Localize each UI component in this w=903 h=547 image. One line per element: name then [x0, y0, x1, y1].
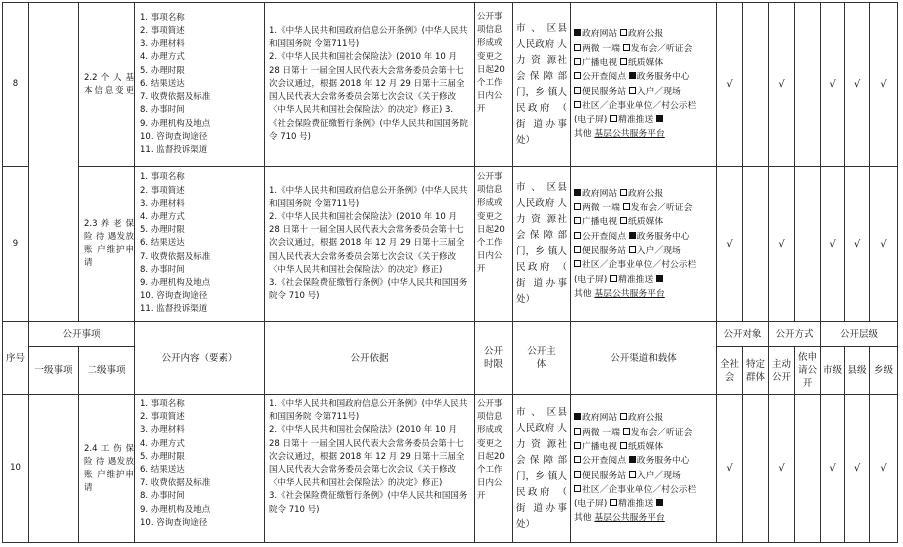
channel-label: 广播电视: [582, 57, 618, 68]
mark-all-society: √: [717, 167, 743, 322]
header-level-town: 乡级: [870, 347, 898, 395]
unchecked-box-icon: [574, 485, 581, 492]
header-object: 公开对象: [717, 322, 769, 347]
channel-option: [620, 58, 663, 68]
channels-cell: [571, 3, 717, 167]
channel-label: 精准推送: [618, 115, 654, 126]
channel-option: [574, 428, 620, 438]
content-item: 1. 事项名称: [140, 12, 185, 23]
unchecked-box-icon: [629, 471, 636, 478]
channel-option: [574, 129, 594, 139]
channel-label: 政府公报: [628, 29, 664, 40]
level2-cell: 2.3 养 老 保险 待 遇发放账 户维护申请: [79, 167, 135, 322]
subject-cell: 市 、 区县人民政府 人力 资 源社会 保 障 部门，乡 镇人民政府 （ 街 道办事处）: [513, 167, 571, 322]
channel-option: [574, 442, 617, 452]
checked-box-icon: [629, 232, 636, 239]
mark-request: [795, 167, 821, 322]
channel-option: [574, 499, 610, 509]
channel-label: 便民服务站: [582, 246, 626, 256]
channel-label: 政务服务中心: [636, 72, 690, 83]
channel-label: 社区／企事业单位／村公示栏: [582, 100, 697, 111]
channel-option: [574, 72, 626, 82]
unchecked-box-icon: [574, 101, 581, 108]
basis-cell: 1.《中华人民共和国政府信息公开条例》(中华人民共和国国务院 令第711号) 2.《中华人民共和国社会保险法》(2010 年 10 月 28 日第十 一届全国人民代表大会常务委员会第十七次会议通过，根据 2018 年 12 月 29 日第十三届全国人民代表大会常务委员会第七次会议《关于修改〈中华人民共和国社会保险法〉的决定》修正) 3.《社会保险费征缴暂行条例》(中华人民共和国国务院令 710 号): [265, 3, 475, 167]
channel-option: [610, 275, 653, 285]
content-item: 2. 事项简述: [140, 412, 185, 423]
level2-cell: 2.2 个 人 基本信息变更: [79, 3, 135, 167]
channel-line: [574, 511, 716, 525]
mark-county: √: [845, 395, 870, 543]
disclosure-table: [2, 2, 898, 543]
unchecked-box-icon: [574, 471, 581, 478]
channel-line: [574, 113, 716, 127]
content-item: 5. 办理时限: [140, 225, 185, 236]
content-item: 6. 结果送达: [140, 238, 185, 249]
content-item: 1. 事项名称: [140, 399, 185, 409]
content-item: 2. 事项简述: [140, 26, 185, 37]
unchecked-box-icon: [574, 456, 581, 463]
channel-label: 其他: [574, 129, 595, 140]
unchecked-box-icon: [620, 189, 627, 196]
mark-city: √: [821, 3, 845, 167]
checked-box-icon: [574, 413, 581, 420]
unchecked-box-icon: [574, 428, 581, 435]
table-row: [3, 167, 898, 322]
content-item: 10. 咨询查询途径: [140, 131, 208, 142]
checked-box-icon: [574, 189, 581, 196]
header-seq: 序号: [3, 322, 29, 395]
channel-option: [610, 499, 653, 509]
mark-city: √: [821, 167, 845, 322]
content-item: 9. 办理机构及地点: [140, 118, 211, 129]
content-item: 1. 事项名称: [140, 172, 185, 183]
channel-line: [574, 258, 716, 272]
unchecked-box-icon: [610, 115, 617, 122]
channel-option: [623, 203, 693, 213]
channel-line: [574, 99, 716, 113]
channel-option: [629, 87, 681, 97]
content-list: [135, 395, 265, 543]
channel-label: 入户／现场: [636, 470, 681, 481]
header-level-city: 市级: [821, 347, 845, 395]
channel-label: 发布会／听证会: [630, 203, 693, 214]
channel-line: [574, 273, 716, 287]
channel-label: 便民服务站: [582, 470, 626, 481]
channel-label: 纸质媒体: [628, 441, 664, 452]
subject-cell: 市 、 区县人民政府 人力 资 源社会 保 障 部门，乡 镇人民政府 （ 街 道办事处）: [513, 3, 571, 167]
time-cell: 公开事项信息形成或变更之日起20个工作日内公开: [475, 3, 513, 167]
channel-option: [574, 471, 626, 481]
content-item: 8. 办事时间: [140, 264, 185, 275]
unchecked-box-icon: [574, 217, 581, 224]
channel-line: [574, 287, 716, 301]
content-item: 3. 办理材料: [140, 198, 185, 209]
content-item: 8. 办事时间: [140, 491, 185, 502]
header-time: 公开时限: [475, 322, 513, 395]
channel-label: 便民服务站: [582, 86, 626, 97]
channel-label: 社区／企事业单位／村公示栏: [582, 260, 697, 271]
mark-town: √: [870, 395, 898, 543]
channel-option: [574, 232, 626, 242]
header-object-all: 全社会: [717, 347, 743, 395]
table-row: [3, 3, 898, 167]
checked-box-icon: [574, 29, 581, 36]
unchecked-box-icon: [629, 87, 636, 94]
channel-line: [574, 230, 716, 244]
seq-cell: 10: [3, 395, 29, 543]
mark-active: √: [769, 395, 795, 543]
header-row: [3, 322, 898, 347]
channel-label: 公开查阅点: [582, 456, 626, 467]
header-level1: 一级事项: [29, 347, 79, 395]
unchecked-box-icon: [610, 275, 617, 282]
content-item: 4. 办理方式: [140, 438, 185, 449]
channel-label: (电子屏): [574, 274, 611, 285]
subject-cell: 市 、 区县人民政府 人力 资 源社会 保 障 部门，乡 镇人民政府 （ 街 道办事处）: [513, 395, 571, 543]
mark-request: [795, 395, 821, 543]
channel-label: 纸质媒体: [628, 57, 664, 68]
content-list: [135, 3, 265, 167]
content-item: 6. 结果送达: [140, 465, 185, 476]
channel-line: [574, 201, 716, 215]
unchecked-box-icon: [623, 428, 630, 435]
channel-option: [574, 217, 617, 227]
mark-city: √: [821, 395, 845, 543]
content-item: 4. 办理方式: [140, 211, 185, 222]
header-basis: 公开依据: [265, 322, 475, 395]
channel-label: 政务服务中心: [636, 456, 690, 467]
channel-line: [574, 469, 716, 483]
content-item: 10. 咨询查询途径: [140, 291, 208, 302]
mark-active: √: [769, 3, 795, 167]
channel-label: 其他: [574, 513, 595, 524]
content-item: 9. 办理机构及地点: [140, 504, 211, 515]
content-item: 10. 咨询查询途径: [140, 517, 208, 528]
channel-option: [629, 232, 690, 242]
channel-option: [629, 456, 690, 466]
channel-label: 两微 一端: [582, 427, 620, 438]
channel-option: [623, 428, 693, 438]
channel-option: [574, 115, 610, 125]
header-method: 公开方式: [769, 322, 821, 347]
channel-option: [574, 275, 610, 285]
channel-label: 政府网站: [582, 413, 618, 424]
channel-line: [574, 187, 716, 201]
checked-box-icon: [629, 456, 636, 463]
channel-line: [574, 42, 716, 56]
channel-label: 公开查阅点: [582, 231, 626, 242]
channel-line: [574, 127, 716, 141]
header-object-specific: 特定群体: [743, 347, 769, 395]
channel-option: [620, 29, 663, 39]
unchecked-box-icon: [574, 87, 581, 94]
mark-town: √: [870, 3, 898, 167]
channel-label: 发布会／听证会: [630, 427, 693, 438]
channel-option: [574, 203, 620, 213]
header-level2: 二级事项: [79, 347, 135, 395]
channel-label: 政府公报: [628, 188, 664, 199]
channel-option: [629, 72, 690, 82]
channel-label: 公开查阅点: [582, 72, 626, 83]
channel-option: [620, 189, 663, 199]
channel-option: [629, 246, 681, 256]
channel-option: [574, 87, 626, 97]
time-cell: 公开事项信息形成或变更之日起20个工作日内公开: [475, 167, 513, 322]
channel-label: 纸质媒体: [628, 217, 664, 228]
content-item: 5. 办理时限: [140, 451, 185, 462]
unchecked-box-icon: [620, 413, 627, 420]
table-row: [3, 395, 898, 543]
unchecked-box-icon: [620, 58, 627, 65]
unchecked-box-icon: [574, 72, 581, 79]
mark-county: √: [845, 167, 870, 322]
channel-label: 政府网站: [582, 188, 618, 199]
channel-label: 广播电视: [582, 217, 618, 228]
channels-cell: [571, 167, 717, 322]
channel-label: 两微 一端: [582, 203, 620, 214]
channel-label: 精准推送: [618, 274, 654, 285]
content-item: 3. 办理材料: [140, 39, 185, 50]
unchecked-box-icon: [574, 203, 581, 210]
checked-box-icon: [656, 275, 663, 282]
unchecked-box-icon: [623, 203, 630, 210]
channel-line: [574, 497, 716, 511]
channel-option: [620, 217, 663, 227]
header-method-request: 依申请公开: [795, 347, 821, 395]
channel-option: [574, 44, 620, 54]
mark-county: √: [845, 3, 870, 167]
channel-label: 政务服务中心: [636, 231, 690, 242]
channel-label: 入户／现场: [636, 246, 681, 256]
unchecked-box-icon: [610, 499, 617, 506]
mark-request: [795, 3, 821, 167]
channel-option: [656, 499, 664, 509]
basis-cell: 1.《中华人民共和国政府信息公开条例》(中华人民共和国国务院 令第711号) 2.《中华人民共和国社会保险法》(2010 年 10 月 28 日第十 一届全国人民代表大会常务委员会第十七次会议通过，根据 2018 年 12 月 29 日第十三届全国人民代表大会常务委员会第七次会议《关于修改〈中华人民共和国社会保险法〉的决定》修正) 3.《社会保险费征缴暂行条例》(中华人民共和国国务院令 710 号): [265, 395, 475, 543]
platform-label: 基层公共服务平台: [594, 513, 665, 524]
content-item: 3. 办理材料: [140, 425, 185, 436]
header-public-items: 公开事项: [29, 322, 135, 347]
content-item: 9. 办理机构及地点: [140, 278, 211, 288]
header-subject: 公开主体: [513, 322, 571, 395]
unchecked-box-icon: [574, 58, 581, 65]
channel-line: [574, 244, 716, 258]
content-item: 7. 收费依据及标准: [140, 251, 211, 262]
header-channels: 公开渠道和载体: [571, 322, 717, 395]
level2-cell: 2.4 工 伤 保险 待 遇发放账 户维护申请: [79, 395, 135, 543]
channel-option: [574, 260, 696, 270]
level1-cell: [29, 3, 79, 322]
mark-active: √: [769, 167, 795, 322]
header-level-county: 县级: [845, 347, 870, 395]
unchecked-box-icon: [620, 442, 627, 449]
content-item: 11. 监督投诉渠道: [140, 304, 208, 315]
channel-option: [574, 58, 617, 68]
channel-label: (电子屏): [574, 499, 611, 510]
channel-line: [574, 70, 716, 84]
unchecked-box-icon: [574, 260, 581, 267]
channel-option: [574, 485, 696, 495]
level1-cell: [29, 395, 79, 543]
channel-line: [574, 454, 716, 468]
channel-label: 政府网站: [582, 29, 618, 40]
unchecked-box-icon: [574, 232, 581, 239]
content-item: 7. 收费依据及标准: [140, 478, 211, 489]
seq-cell: 9: [3, 167, 29, 322]
mark-specific-group: [743, 167, 769, 322]
unchecked-box-icon: [574, 44, 581, 51]
checked-box-icon: [629, 72, 636, 79]
content-item: 11. 监督投诉渠道: [140, 144, 208, 155]
channel-label: 政府公报: [628, 413, 664, 424]
channel-option: [574, 513, 594, 523]
channel-label: 发布会／听证会: [630, 43, 693, 54]
content-item: 7. 收费依据及标准: [140, 92, 211, 103]
channel-option: [574, 246, 626, 256]
header-content: 公开内容（要素）: [135, 322, 265, 395]
channel-line: [574, 56, 716, 70]
channel-option: [620, 413, 663, 423]
channel-option: [574, 413, 617, 423]
channel-option: [656, 115, 664, 125]
channel-line: [574, 426, 716, 440]
unchecked-box-icon: [620, 217, 627, 224]
channel-line: [574, 440, 716, 454]
seq-cell: 8: [3, 3, 29, 167]
content-item: 2. 事项简述: [140, 185, 185, 196]
channel-option: [574, 456, 626, 466]
channel-line: [574, 27, 716, 41]
channel-label: (电子屏): [574, 115, 611, 126]
checked-box-icon: [656, 499, 663, 506]
channels-cell: [571, 395, 717, 543]
unchecked-box-icon: [620, 29, 627, 36]
channel-label: 精准推送: [618, 499, 654, 510]
channel-option: [610, 115, 653, 125]
channel-line: [574, 483, 716, 497]
content-item: 8. 办事时间: [140, 105, 185, 116]
content-item: 4. 办理方式: [140, 52, 185, 63]
channel-option: [574, 289, 594, 299]
header-method-active: 主动公开: [769, 347, 795, 395]
channel-label: 其他: [574, 288, 595, 299]
checked-box-icon: [656, 115, 663, 122]
unchecked-box-icon: [629, 246, 636, 253]
channel-option: [574, 29, 617, 39]
channel-line: [574, 411, 716, 425]
unchecked-box-icon: [574, 246, 581, 253]
time-cell: 公开事项信息形成或变更之日起20个工作日内公开: [475, 395, 513, 543]
channel-option: [629, 471, 681, 481]
channel-label: 两微 一端: [582, 43, 620, 54]
content-item: 5. 办理时限: [140, 65, 185, 76]
mark-town: √: [870, 167, 898, 322]
unchecked-box-icon: [574, 442, 581, 449]
channel-label: 入户／现场: [636, 86, 681, 97]
platform-label: 基层公共服务平台: [594, 288, 665, 299]
channel-label: 广播电视: [582, 441, 618, 452]
channel-line: [574, 215, 716, 229]
channel-option: [623, 44, 693, 54]
channel-line: [574, 85, 716, 99]
content-list: [135, 167, 265, 322]
mark-all-society: √: [717, 3, 743, 167]
channel-option: [656, 275, 664, 285]
unchecked-box-icon: [623, 44, 630, 51]
basis-cell: 1.《中华人民共和国政府信息公开条例》(中华人民共和国国务院 令第711号) 2.《中华人民共和国社会保险法》(2010 年 10 月 28 日第十 一届全国人民代表大会常务委员会第十七次会议通过，根据 2018 年 12 月 29 日第十三届全国人民代表大会常务委员会第七次会议《关于修改〈中华人民共和国社会保险法〉的决定》修正) 3.《社会保险费征缴暂行条例》(中华人民共和国国务院令 710 号): [265, 167, 475, 322]
channel-option: [574, 189, 617, 199]
channel-option: [574, 101, 696, 111]
channel-option: [620, 442, 663, 452]
mark-specific-group: [743, 3, 769, 167]
mark-specific-group: [743, 395, 769, 543]
channel-label: 社区／企事业单位／村公示栏: [582, 484, 697, 495]
header-level: 公开层级: [821, 322, 898, 347]
platform-label: 基层公共服务平台: [594, 129, 665, 140]
mark-all-society: √: [717, 395, 743, 543]
content-item: 6. 结果送达: [140, 78, 185, 89]
